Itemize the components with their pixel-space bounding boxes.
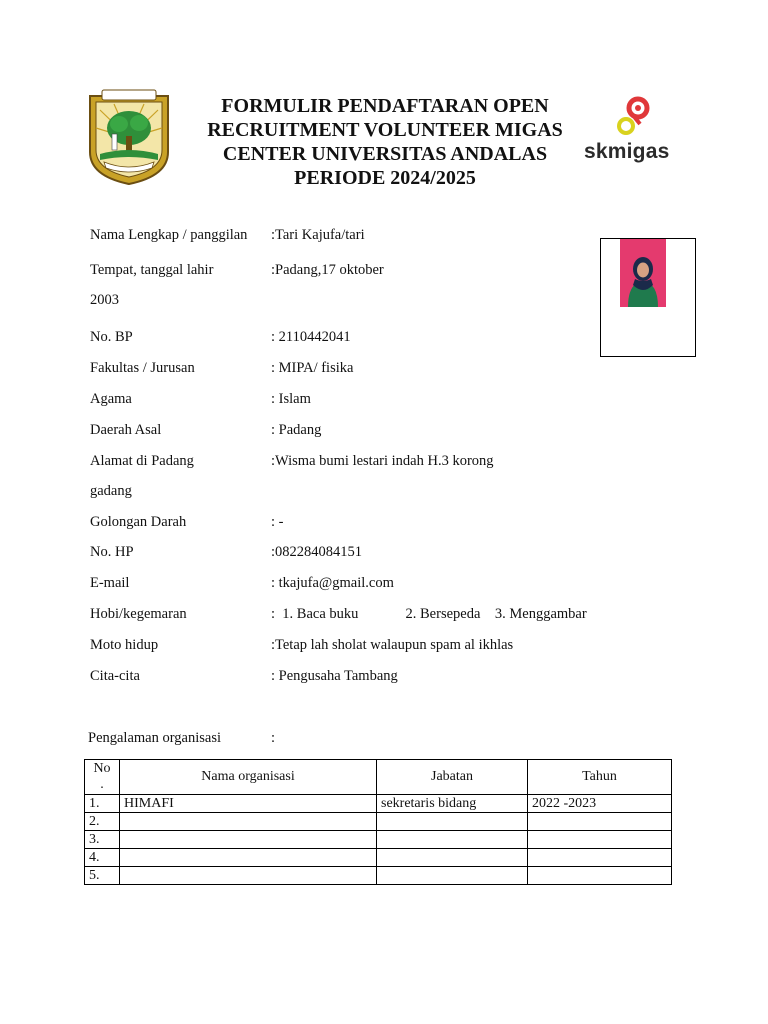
header-jabatan: Jabatan [377, 760, 528, 795]
field-label: Tempat, tanggal lahir [90, 262, 214, 278]
field-label: Fakultas / Jurusan [90, 360, 195, 376]
field-value: : tkajufa@gmail.com [271, 575, 394, 591]
cell-no: 5. [85, 867, 120, 885]
header-no-line1: No [93, 761, 111, 776]
header-nama: Nama organisasi [120, 760, 377, 795]
field-label: No. BP [90, 329, 133, 345]
field-value: : 1. Baca buku 2. Bersepeda 3. Menggambar [271, 606, 587, 622]
form-title [190, 94, 580, 190]
cell-jabatan [377, 813, 528, 831]
field-value: :082284084151 [271, 544, 363, 560]
skmigas-pin-icon [610, 94, 670, 140]
title-line-4: PERIODE 2024/2025 [294, 167, 476, 189]
field-value: : - [271, 514, 284, 530]
field-value: : Padang [271, 422, 322, 438]
field-label: Agama [90, 391, 132, 407]
cell-nama [120, 867, 377, 885]
field-value: :Padang,17 oktober [271, 262, 384, 278]
field-label: Alamat di Padang [90, 453, 194, 469]
field-ttl-continuation: 2003 [90, 292, 119, 308]
field-value: :Tari Kajufa/tari [271, 227, 365, 243]
cell-no: 4. [85, 849, 120, 867]
field-value: : Pengusaha Tambang [271, 668, 398, 684]
cell-tahun [528, 867, 672, 885]
organisasi-table [84, 759, 672, 885]
title-line-1: FORMULIR PENDAFTARAN OPEN [221, 95, 549, 117]
cell-tahun: 2022 -2023 [528, 795, 672, 813]
cell-nama [120, 849, 377, 867]
table-row [85, 867, 672, 885]
cell-nama: HIMAFI [120, 795, 377, 813]
field-value: : 2110442041 [271, 329, 351, 345]
organisasi-colon: : [271, 730, 276, 746]
title-line-2: RECRUITMENT VOLUNTEER MIGAS [207, 119, 563, 141]
cell-tahun [528, 849, 672, 867]
university-logo [86, 88, 172, 186]
cell-jabatan [377, 849, 528, 867]
field-label: Cita-cita [90, 668, 140, 684]
field-label: Hobi/kegemaran [90, 606, 187, 622]
field-value: : MIPA/ fisika [271, 360, 354, 376]
photo-frame [600, 238, 696, 357]
cell-no: 2. [85, 813, 120, 831]
cell-jabatan [377, 831, 528, 849]
field-alamat-continuation: gadang [90, 483, 132, 499]
field-value: :Tetap lah sholat walaupun spam al ikhlas [271, 637, 514, 653]
person-photo-icon [620, 239, 666, 307]
field-value: : Islam [271, 391, 311, 407]
cell-no: 1. [85, 795, 120, 813]
header-no [85, 760, 120, 795]
cell-nama [120, 831, 377, 849]
organisasi-label: Pengalaman organisasi [88, 730, 222, 746]
header-tahun: Tahun [528, 760, 672, 795]
table-row [85, 795, 672, 813]
university-seal-icon [86, 88, 172, 186]
field-label: Moto hidup [90, 637, 159, 653]
applicant-photo [620, 239, 666, 307]
field-value: :Wisma bumi lestari indah H.3 korong [271, 453, 494, 469]
cell-tahun [528, 813, 672, 831]
table-row [85, 813, 672, 831]
table-row [85, 849, 672, 867]
cell-tahun [528, 831, 672, 849]
field-label: Nama Lengkap / panggilan [90, 227, 248, 243]
field-label: E-mail [90, 575, 130, 591]
cell-jabatan [377, 867, 528, 885]
cell-nama [120, 813, 377, 831]
cell-no: 3. [85, 831, 120, 849]
field-label: Daerah Asal [90, 422, 162, 438]
table-header-row [85, 760, 672, 795]
skmigas-logo [582, 94, 686, 164]
title-line-3: CENTER UNIVERSITAS ANDALAS [222, 143, 548, 165]
field-label: Golongan Darah [90, 514, 187, 530]
skmigas-brand-text: skmigas [584, 140, 670, 163]
cell-jabatan: sekretaris bidang [377, 795, 528, 813]
field-label: No. HP [90, 544, 134, 560]
header-no-line2: . [100, 777, 104, 792]
table-row [85, 831, 672, 849]
